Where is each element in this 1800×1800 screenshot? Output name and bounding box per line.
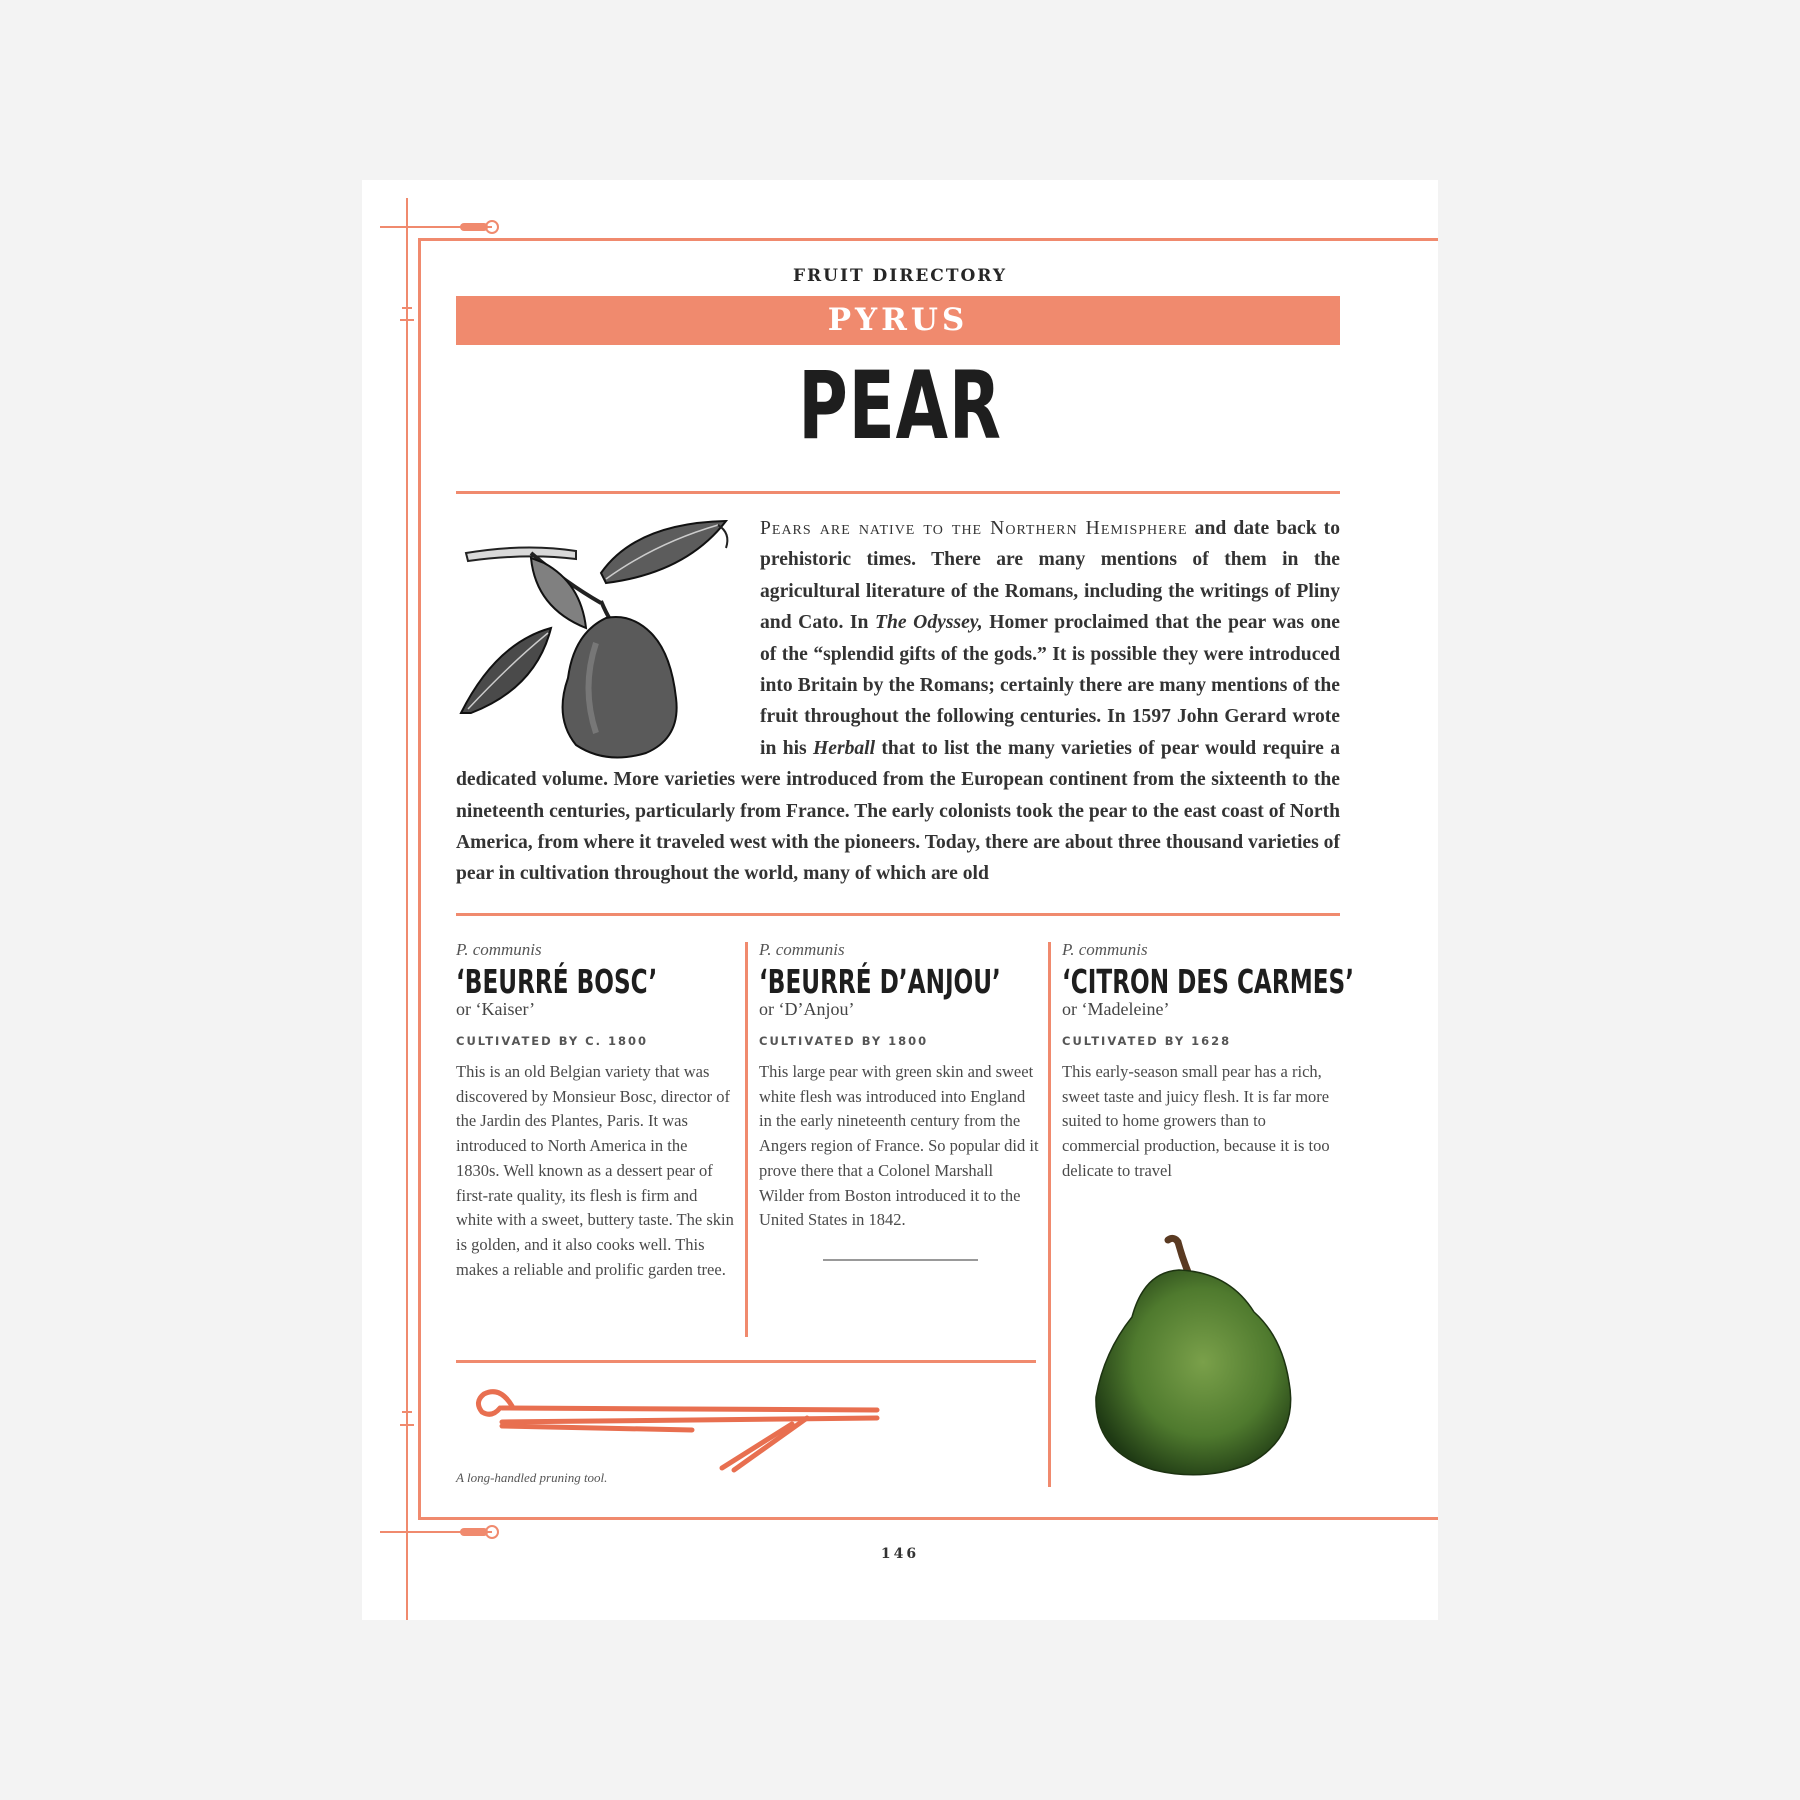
cultivated-date: CULTIVATED BY C. 1800 [456, 1034, 648, 1048]
pruning-tool-illustration [472, 1378, 892, 1478]
intro-title-odyssey: The Odyssey, [875, 612, 983, 634]
variety-name: ‘BEURRÉ D’ANJOU’ [759, 962, 1001, 1001]
figure-caption: A long-handled pruning tool. [456, 1470, 608, 1485]
variety-column-bosc [456, 940, 734, 1282]
variety-column-citron [1062, 940, 1355, 1184]
variety-name: ‘BEURRÉ BOSC’ [456, 962, 658, 1001]
intro-text-2: Homer proclaimed that the pear was one of the “splendid gifts of the gods.” It is possible they were introduced into Britain by the Romans; certainly there are many mentions of the fruit throughout the following centuries. In 1597 John Gerard wrote in his [760, 612, 1340, 759]
variety-alt-name: or ‘Madeleine’ [1062, 999, 1170, 1019]
variety-description: This is an old Belgian variety that was discovered by Monsieur Bosc, director of the Jardin des Plantes, Paris. It was introduced to North America in the 1830s. Well known as a dessert pear of first-rate quality, its flesh is firm and white with a sweet, buttery taste. The skin is golden, and it also cooks well. This makes a reliable and prolific garden tree. [456, 1062, 734, 1279]
species-name: P. communis [759, 940, 845, 959]
variety-alt-name: or ‘D’Anjou’ [759, 999, 855, 1019]
intro-title-herball: Herball [813, 737, 876, 759]
page-title: PEAR [798, 352, 1002, 461]
variety-description: This early-season small pear has a rich, sweet taste and juicy flesh. It is far more suited to home growers than to commercial production, because it is too delicate to travel [1062, 1062, 1330, 1180]
variety-description: This large pear with green skin and sweet white flesh was introduced into England in the early nineteenth century from the Angers region of France. So popular did it prove there that a Colonel Marshall Wilder from Boston introduced it to the United States in 1842. [759, 1062, 1039, 1230]
cultivated-date: CULTIVATED BY 1628 [1062, 1034, 1232, 1048]
column-divider-2 [1048, 942, 1051, 1487]
column-end-rule [823, 1259, 978, 1261]
divider-bottom [456, 1360, 1036, 1363]
intro-text-1: and date back to prehistoric times. There are many mentions of them in the agricultural literature of the Romans, including the writings of Pliny and Cato. In [760, 518, 1340, 634]
species-name: P. communis [456, 940, 542, 959]
variety-name: ‘CITRON DES CARMES’ [1062, 962, 1355, 1001]
genus-banner: PYRUS [456, 296, 1340, 345]
green-pear-illustration [1084, 1232, 1314, 1482]
book-page [362, 180, 1438, 1620]
divider-middle [456, 913, 1340, 916]
page-number: 146 [880, 1546, 920, 1562]
intro-paragraph [456, 513, 1340, 890]
column-divider-1 [745, 942, 748, 1337]
species-name: P. communis [1062, 940, 1148, 959]
variety-column-anjou [759, 940, 1039, 1261]
cultivated-date: CULTIVATED BY 1800 [759, 1034, 929, 1048]
divider-top [456, 491, 1340, 494]
pear-branch-illustration [456, 513, 760, 763]
variety-alt-name: or ‘Kaiser’ [456, 999, 536, 1019]
intro-text-3: that to list the many varieties of pear would require a dedicated volume. More varieties were introduced from the European continent from the sixteenth to the nineteenth centuries, particularly from France. The early colonists took the pear to the east coast of North America, from where it traveled west with the pioneers. Today, there are about three thousand varieties of pear in cultivation throughout the world, many of which are old [456, 737, 1340, 885]
intro-lead: Pears are native to the Northern Hemisphere [760, 518, 1188, 539]
section-header: FRUIT DIRECTORY [792, 266, 1008, 286]
